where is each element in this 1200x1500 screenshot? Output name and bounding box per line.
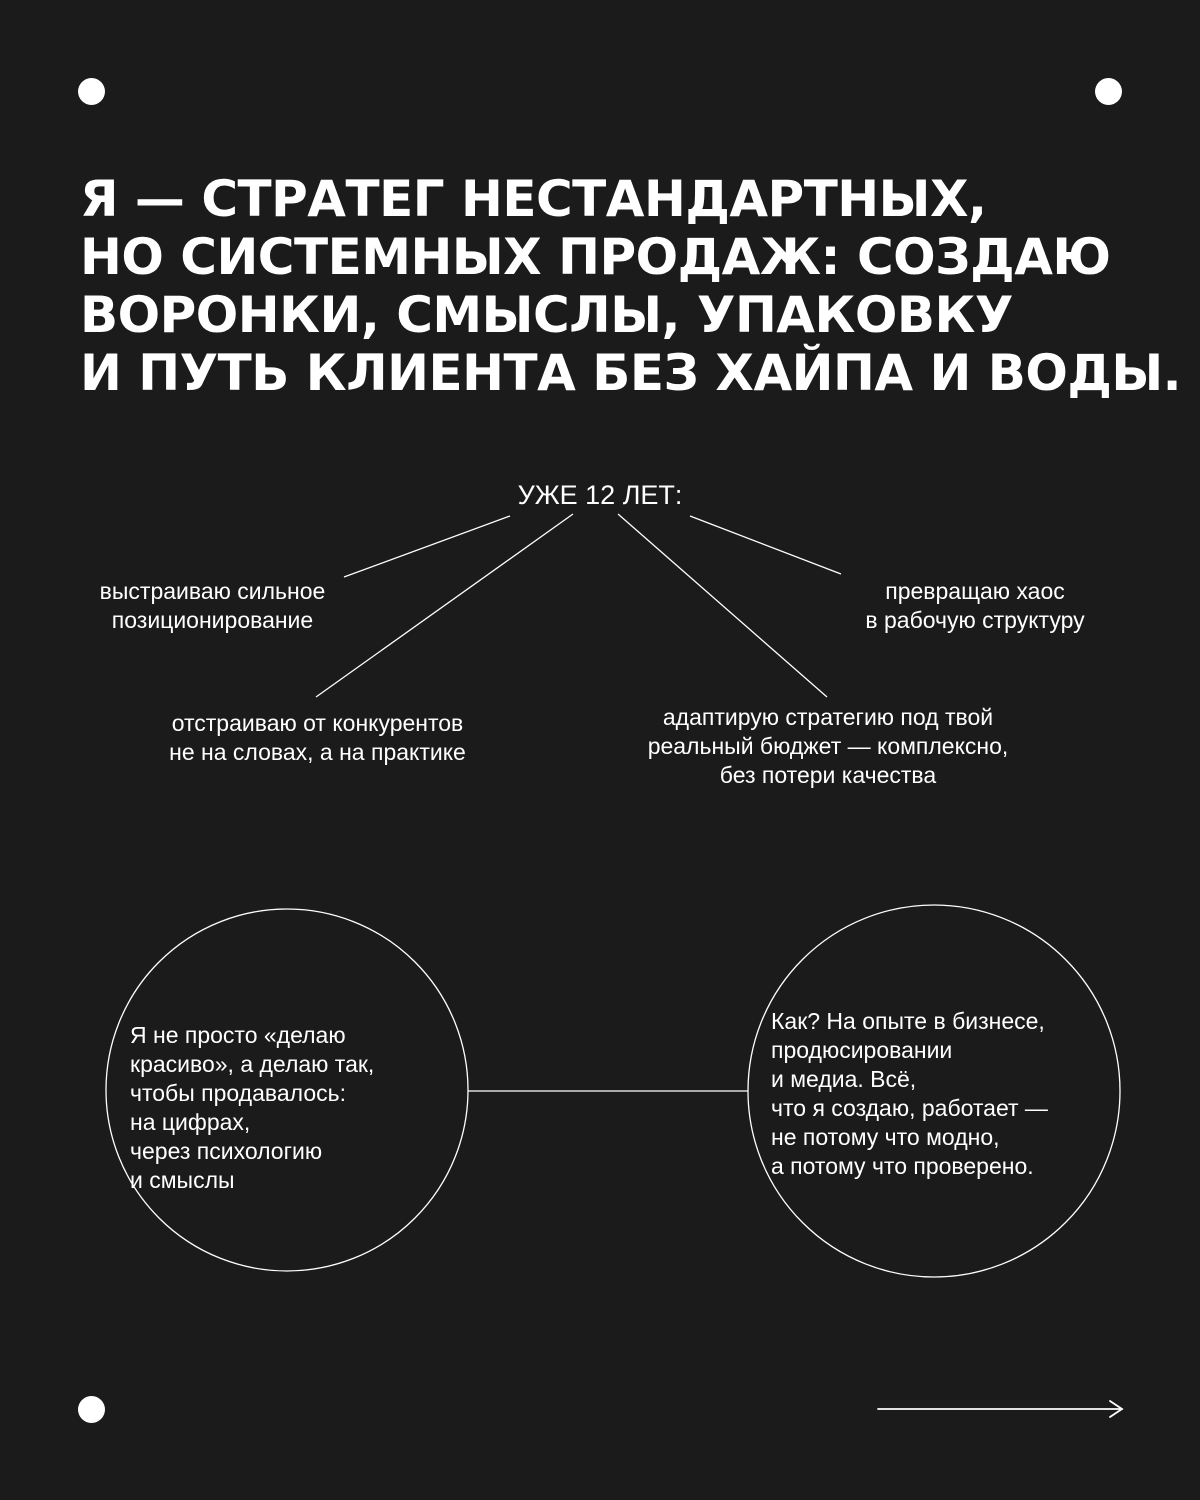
circle-right-text: Как? На опыте в бизнесе, продюсировании и медиа. Всё, что я создаю, работает — не потому что модно, а потому что проверено. <box>771 1008 1048 1179</box>
circle-left-text: Я не просто «делаю красиво», а делаю так, чтобы продавалось: на цифрах, через психологию и смыслы <box>130 1022 375 1193</box>
connector-structure <box>690 516 841 574</box>
node-budget: адаптирую стратегию под твой реальный бюджет — комплексно, без потери качества <box>647 704 1009 788</box>
node-structure: превращаю хаос в рабочую структуру <box>865 578 1085 633</box>
headline-line: Я — СТРАТЕГ НЕСТАНДАРТНЫХ, <box>80 170 987 228</box>
headline-line: ВОРОНКИ, СМЫСЛЫ, УПАКОВКУ <box>80 286 1013 344</box>
headline-line: НО СИСТЕМНЫХ ПРОДАЖ: СОЗДАЮ <box>80 228 1111 286</box>
diagram-hub-label: УЖЕ 12 ЛЕТ: <box>517 480 683 510</box>
node-positioning: выстраиваю сильное позиционирование <box>99 578 326 633</box>
connector-positioning <box>344 516 510 577</box>
connector-budget <box>618 514 827 697</box>
headline-line: И ПУТЬ КЛИЕНТА БЕЗ ХАЙПА И ВОДЫ. <box>80 344 1182 402</box>
arrow-right-icon <box>878 1401 1122 1417</box>
node-competitors: отстраиваю от конкурентов не на словах, а на практике <box>169 710 466 765</box>
